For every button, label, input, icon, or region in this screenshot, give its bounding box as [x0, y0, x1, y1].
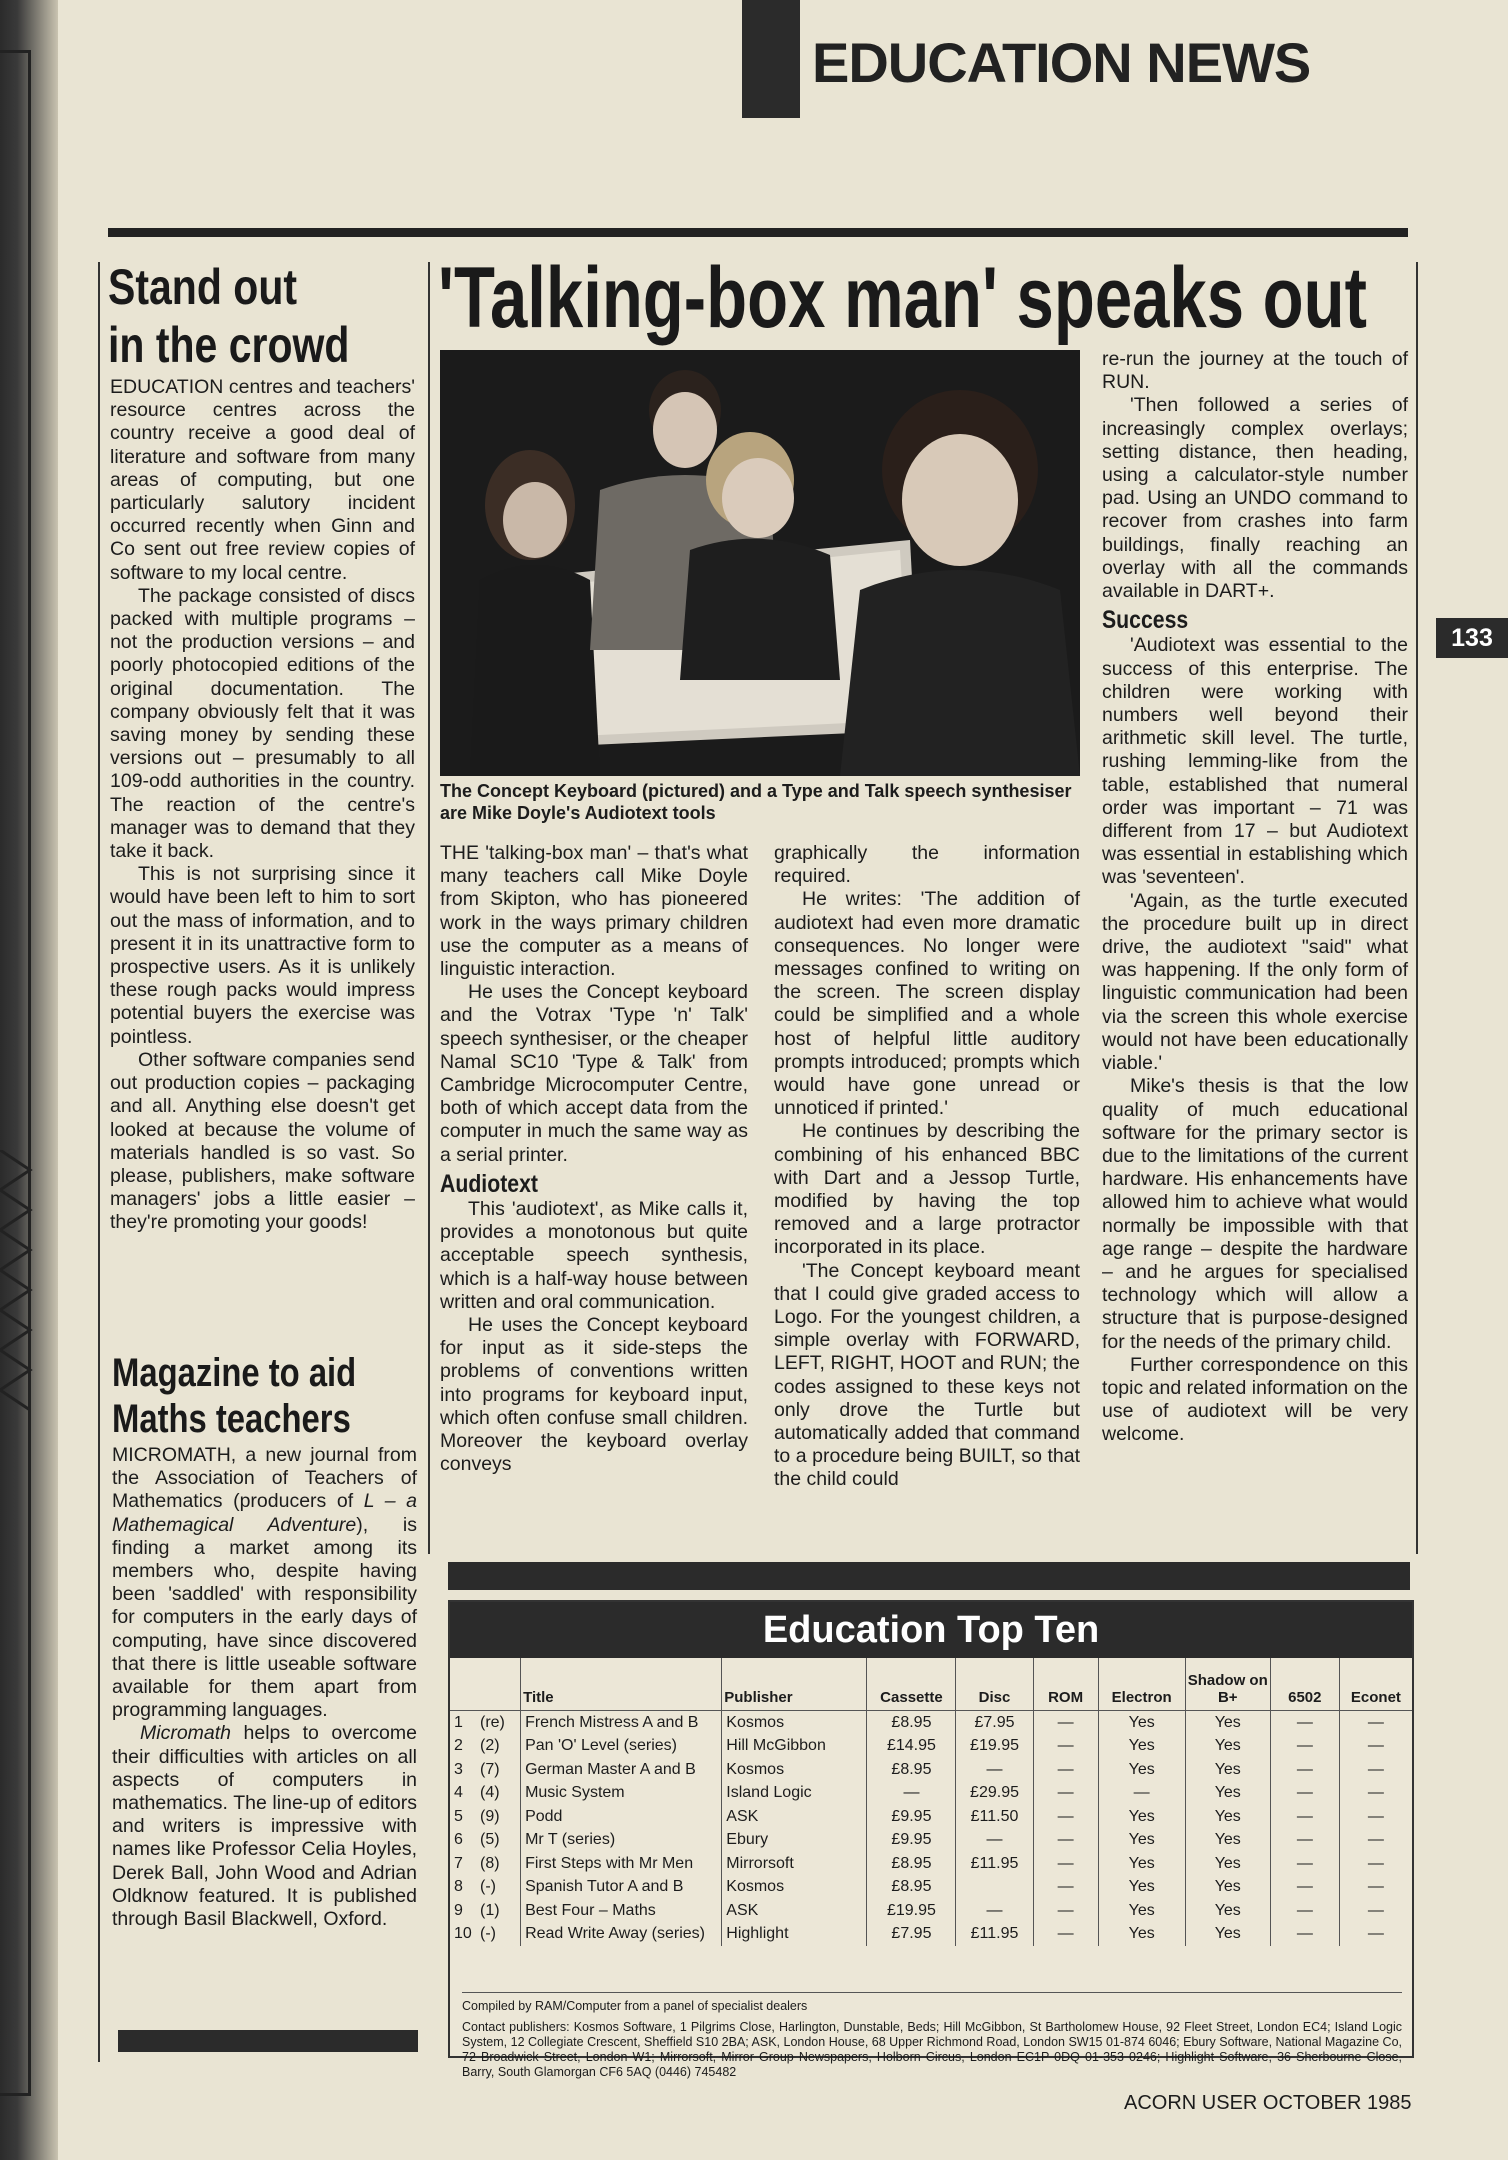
rank-number: 6	[454, 1831, 463, 1849]
previous-rank: (7)	[480, 1760, 500, 1778]
page-footer: ACORN USER OCTOBER 1985	[1124, 2092, 1412, 2114]
econet-cell: —	[1339, 1711, 1412, 1735]
rom-cell: —	[1033, 1805, 1098, 1829]
col-header-electron: Electron	[1098, 1658, 1185, 1711]
col-header-econet: Econet	[1339, 1658, 1412, 1711]
table-row	[450, 1805, 1412, 1829]
electron-cell: Yes	[1098, 1805, 1185, 1829]
paragraph: graphically the information required.	[774, 842, 1080, 888]
text-run: ), is finding a market among its members who, despite having been 'saddled' with responsibility for computers in the early days of computing, have since discovered that there is little useable software available for them apart from programming languages.	[112, 1513, 417, 1722]
publisher-cell: Island Logic	[722, 1782, 867, 1806]
rom-cell: —	[1033, 1923, 1098, 1947]
page-number-tab: 133	[1436, 618, 1508, 658]
title-cell: Podd	[521, 1805, 722, 1829]
maths-headline	[112, 1350, 407, 1442]
title-cell: Music System	[521, 1782, 722, 1806]
paragraph: He writes: 'The addition of audiotext had even more dramatic consequences. No longer were messages confined to writing on the screen. The screen display could be simplified and a whole host of helpful little auditory prompts introduced; prompts which would have gone unread or unnoticed if printed.'	[774, 888, 1080, 1120]
shadow-cell: Yes	[1185, 1758, 1270, 1782]
rank-cell	[450, 1852, 521, 1876]
6502-cell: —	[1270, 1829, 1339, 1853]
headline-line: Maths teachers	[112, 1397, 351, 1441]
main-col-2	[774, 842, 1080, 1492]
paragraph: He continues by describing the combining of his enhanced BBC with Dart and a Jessop Turtle, modified by having the top removed and a large protractor incorporated in its place.	[774, 1120, 1080, 1259]
title-cell: Read Write Away (series)	[521, 1923, 722, 1947]
cassette-cell: £8.95	[867, 1711, 956, 1735]
col-header-rom: ROM	[1033, 1658, 1098, 1711]
headline-line: Magazine to aid	[112, 1351, 357, 1395]
publisher-cell: Ebury	[722, 1829, 867, 1853]
col-header-disc: Disc	[956, 1658, 1033, 1711]
publisher-cell: ASK	[722, 1899, 867, 1923]
table-top-bar	[448, 1562, 1410, 1590]
title-cell: French Mistress A and B	[521, 1711, 722, 1735]
previous-rank: (-)	[480, 1925, 496, 1943]
publisher-cell: Kosmos	[722, 1758, 867, 1782]
cassette-cell: £9.95	[867, 1829, 956, 1853]
paragraph: He uses the Concept keyboard for input as it side-steps the problems of conventions written into programs for keyboard input, which often confuse small children. Moreover the keyboard overlay conveys	[440, 1314, 748, 1476]
previous-rank: (4)	[480, 1784, 500, 1802]
shadow-cell: Yes	[1185, 1899, 1270, 1923]
6502-cell: —	[1270, 1852, 1339, 1876]
cassette-cell: £14.95	[867, 1735, 956, 1759]
subhead-audiotext: Audiotext	[440, 1169, 538, 1198]
paragraph: Other software companies send out production copies – packaging and all. Anything else doesn't get looked at because the volume of materials handled is so vast. So please, publishers, make software managers' jobs a little easier – they're promoting your goods!	[110, 1048, 415, 1234]
headline-line: in the crowd	[108, 317, 350, 373]
table-row	[450, 1829, 1412, 1853]
rank-number: 7	[454, 1854, 463, 1872]
disc-cell: —	[956, 1899, 1033, 1923]
header-block	[742, 0, 800, 118]
previous-rank: (2)	[480, 1737, 500, 1755]
cassette-cell: £8.95	[867, 1852, 956, 1876]
publisher-cell: Hill McGibbon	[722, 1735, 867, 1759]
publisher-cell: Kosmos	[722, 1711, 867, 1735]
rom-cell: —	[1033, 1852, 1098, 1876]
rom-cell: —	[1033, 1711, 1098, 1735]
electron-cell: Yes	[1098, 1829, 1185, 1853]
table-row	[450, 1735, 1412, 1759]
econet-cell: —	[1339, 1782, 1412, 1806]
econet-cell: —	[1339, 1876, 1412, 1900]
rank-number: 3	[454, 1760, 463, 1778]
top-ten-title: Education Top Ten	[450, 1602, 1412, 1658]
col-header-shadow: Shadow on B+	[1185, 1658, 1270, 1711]
econet-cell: —	[1339, 1735, 1412, 1759]
col-header-cassette: Cassette	[867, 1658, 956, 1711]
electron-cell: —	[1098, 1782, 1185, 1806]
paragraph: This is not surprising since it would have been left to him to sort out the mass of information, and to present it in its unattractive form to prospective users. As it is unlikely these rough packs would impress potential buyers the exercise was pointless.	[110, 863, 415, 1048]
previous-rank: (8)	[480, 1854, 500, 1872]
rank-cell	[450, 1899, 521, 1923]
table-header-row	[450, 1658, 1412, 1711]
col-header-title: Title	[521, 1658, 722, 1711]
cassette-cell: £8.95	[867, 1758, 956, 1782]
section-title: EDUCATION NEWS	[812, 31, 1311, 94]
column-rule	[1416, 262, 1418, 1554]
electron-cell: Yes	[1098, 1899, 1185, 1923]
disc-cell: £11.50	[956, 1805, 1033, 1829]
rank-number: 4	[454, 1784, 463, 1802]
story-headline	[108, 258, 387, 374]
main-col-3	[1102, 348, 1408, 1447]
publisher-cell: Kosmos	[722, 1876, 867, 1900]
shadow-cell: Yes	[1185, 1711, 1270, 1735]
rank-cell	[450, 1876, 521, 1900]
rank-number: 2	[454, 1737, 463, 1755]
paragraph: 'Then followed a series of increasingly complex overlays; setting distance, then heading, using a calculator-style number pad. Using an UNDO command to recover from crashes into farm buildings, finally reaching an overlay with all the commands available in DART+.	[1102, 394, 1408, 603]
6502-cell: —	[1270, 1923, 1339, 1947]
col-header-6502: 6502	[1270, 1658, 1339, 1711]
rank-cell	[450, 1735, 521, 1759]
column-rule	[98, 262, 100, 2062]
rank-number: 8	[454, 1878, 463, 1896]
paragraph: 'Audiotext was essential to the success of this enterprise. The children were working with numbers well beyond their arithmetic skill level. The turtle, rushing lemming-like from the table, established that numeral order was important – 71 was different from 17 – but Audiotext was essential in establishing which was 'seventeen'.	[1102, 634, 1408, 889]
rom-cell: —	[1033, 1876, 1098, 1900]
6502-cell: —	[1270, 1735, 1339, 1759]
econet-cell: —	[1339, 1923, 1412, 1947]
title-cell: German Master A and B	[521, 1758, 722, 1782]
rank-cell	[450, 1805, 521, 1829]
paragraph: 'The Concept keyboard meant that I could give graded access to Logo. For the youngest children, a simple overlay with FORWARD, LEFT, RIGHT, HOOT and RUN; the codes assigned to these keys not only drove the Turtle but automatically added that command to a procedure being BUILT, so that the child could	[774, 1259, 1080, 1491]
title-cell: Mr T (series)	[521, 1829, 722, 1853]
main-col-1	[440, 842, 748, 1476]
paragraph: This 'audiotext', as Mike calls it, provides a monotonous but quite acceptable speech synthesis, which is a half-way house between written and oral communication.	[440, 1198, 748, 1313]
disc-cell: £29.95	[956, 1782, 1033, 1806]
rank-number: 5	[454, 1807, 463, 1825]
cassette-cell: —	[867, 1782, 956, 1806]
disc-cell: £11.95	[956, 1923, 1033, 1947]
shadow-cell: Yes	[1185, 1923, 1270, 1947]
previous-rank: (9)	[480, 1807, 500, 1825]
disc-cell: £11.95	[956, 1852, 1033, 1876]
rank-cell	[450, 1829, 521, 1853]
publisher-cell: Highlight	[722, 1923, 867, 1947]
title-cell: Pan 'O' Level (series)	[521, 1735, 722, 1759]
6502-cell: —	[1270, 1758, 1339, 1782]
italic-title: Micromath	[140, 1722, 232, 1745]
paragraph: EDUCATION centres and teachers' resource centres across the country receive a good deal of literature and software from many areas of computing, but one particularly salutory incident occurred recently when Ginn and Co sent out free review copies of software to my local centre.	[110, 376, 415, 584]
shadow-cell: Yes	[1185, 1829, 1270, 1853]
paragraph: The package consisted of discs packed with multiple programs – not the production versions – and poorly photocopied editions of the original documentation. The company obviously felt that it was saving money by sending these versions out – presumably to all 109-odd authorities in the country. The reaction of the centre's manager was to demand that they take it back.	[110, 584, 415, 863]
text-run: helps to overcome their difficulties with articles on all aspects of computers in mathematics. The line-up of editors and writers is impressive with names like Professor Celia Hoyles, Derek Ball, John Wood and Adrian Oldknow featured. It is published through Basil Blackwell, Oxford.	[112, 1722, 417, 1931]
main-headline: 'Talking-box man' speaks out	[438, 250, 1367, 346]
photo-caption: The Concept Keyboard (pictured) and a Type and Talk speech synthesiser are Mike Doyle's Audiotext tools	[440, 781, 1072, 823]
rank-cell	[450, 1758, 521, 1782]
rank-number: 1	[454, 1713, 463, 1731]
rom-cell: —	[1033, 1899, 1098, 1923]
rank-cell	[450, 1923, 521, 1947]
headline-line: Stand out	[108, 259, 298, 315]
previous-rank: (1)	[480, 1901, 500, 1919]
paragraph: THE 'talking-box man' – that's what many teachers call Mike Doyle from Skipton, who has pioneered work in the ways primary children use the computer as a means of linguistic interaction.	[440, 842, 748, 981]
contact-publishers: Contact publishers: Kosmos Software, 1 Pilgrims Close, Harlington, Dunstable, Beds; Hill McGibbon, St Bartholomew House, 92 Fleet Street, London EC4; Island Logic System, 12 Collegiate Crescent, Sheffield S10 2BA; ASK, London House, 68 Upper Richmond Road, London SW15 01-874 6046; Ebury Software, National Magazine Co, 72 Broadwick Street, London W1; Mirrorsoft, Mirror Group Newspapers, Holborn Circus, London EC1P 0DQ 01-353 0246; Highlight Software, 36 Sherbourne Close, Barry, South Glamorgan CF6 5AQ (0446) 745482	[462, 2020, 1402, 2079]
table-row	[450, 1923, 1412, 1947]
disc-cell: —	[956, 1758, 1033, 1782]
cassette-cell: £8.95	[867, 1876, 956, 1900]
rom-cell: —	[1033, 1829, 1098, 1853]
6502-cell: —	[1270, 1899, 1339, 1923]
table-notes	[462, 1992, 1402, 2080]
col-header-rank	[450, 1658, 521, 1711]
6502-cell: —	[1270, 1711, 1339, 1735]
text-run: MICROMATH, a new journal from the Association of Teachers of Mathematics (producers of	[112, 1444, 417, 1513]
previous-rank: (-)	[480, 1878, 496, 1896]
paragraph: re-run the journey at the touch of RUN.	[1102, 348, 1408, 394]
6502-cell: —	[1270, 1782, 1339, 1806]
shadow-cell: Yes	[1185, 1852, 1270, 1876]
paragraph: 'Again, as the turtle executed the procedure built up in direct drive, the audiotext "said" what was happening. If the only form of linguistic communication had been via the screen this whole exercise would not have been educationally viable.'	[1102, 889, 1408, 1075]
binding-line	[0, 50, 31, 2096]
table-row	[450, 1876, 1412, 1900]
top-ten-box	[448, 1600, 1414, 2079]
title-cell: Best Four – Maths	[521, 1899, 722, 1923]
paragraph: He uses the Concept keyboard and the Votrax 'Type 'n' Talk' speech synthesiser, or the cheaper Namal SC10 'Type & Talk' from Cambridge Microcomputer Centre, both of which accept data from the computer in much the same way as a serial printer.	[440, 981, 748, 1166]
table-row	[450, 1758, 1412, 1782]
compiled-note: Compiled by RAM/Computer from a panel of specialist dealers	[462, 1992, 1402, 2014]
subhead-success: Success	[1102, 606, 1189, 635]
table-row	[450, 1711, 1412, 1735]
shadow-cell: Yes	[1185, 1735, 1270, 1759]
6502-cell: —	[1270, 1876, 1339, 1900]
econet-cell: —	[1339, 1829, 1412, 1853]
paragraph: Mike's thesis is that the low quality of much educational software for the primary sector is due to the limitations of the current hardware. His enhancements have allowed him to achieve what would normally be impossible with that age range – despite the hardware – and he argues for specialised technology which will allow a structure that is purpose-designed for the needs of the primary child.	[1102, 1075, 1408, 1353]
paragraph: Further correspondence on this topic and related information on the use of audiotext will be very welcome.	[1102, 1353, 1408, 1446]
photo	[440, 350, 1080, 776]
electron-cell: Yes	[1098, 1876, 1185, 1900]
publisher-cell: ASK	[722, 1805, 867, 1829]
electron-cell: Yes	[1098, 1852, 1185, 1876]
electron-cell: Yes	[1098, 1735, 1185, 1759]
rank-number: 9	[454, 1901, 463, 1919]
footer-bar	[118, 2030, 418, 2052]
cassette-cell: £7.95	[867, 1923, 956, 1947]
title-cell: First Steps with Mr Men	[521, 1852, 722, 1876]
paragraph	[112, 1444, 417, 1722]
table-row	[450, 1899, 1412, 1923]
rank-cell	[450, 1711, 521, 1735]
rom-cell: —	[1033, 1758, 1098, 1782]
shadow-cell: Yes	[1185, 1782, 1270, 1806]
zigzag-decoration	[0, 1150, 60, 1430]
disc-cell: —	[956, 1829, 1033, 1853]
electron-cell: Yes	[1098, 1923, 1185, 1947]
header-rule	[108, 228, 1408, 237]
cassette-cell: £9.95	[867, 1805, 956, 1829]
electron-cell: Yes	[1098, 1711, 1185, 1735]
children-photo	[440, 350, 1080, 776]
top-ten-table	[450, 1658, 1412, 1946]
rank-cell	[450, 1782, 521, 1806]
italic-title: L – a Mathemagical Adventure	[112, 1490, 417, 1536]
disc-cell: £7.95	[956, 1711, 1033, 1735]
econet-cell: —	[1339, 1899, 1412, 1923]
disc-cell	[956, 1876, 1033, 1900]
previous-rank: (re)	[480, 1713, 505, 1731]
story-left-body	[110, 376, 415, 1235]
previous-rank: (5)	[480, 1831, 500, 1849]
col-header-publisher: Publisher	[722, 1658, 867, 1711]
column-rule	[428, 262, 430, 1554]
disc-cell: £19.95	[956, 1735, 1033, 1759]
rom-cell: —	[1033, 1782, 1098, 1806]
publisher-cell: Mirrorsoft	[722, 1852, 867, 1876]
paragraph	[112, 1722, 417, 1931]
title-cell: Spanish Tutor A and B	[521, 1876, 722, 1900]
electron-cell: Yes	[1098, 1758, 1185, 1782]
econet-cell: —	[1339, 1758, 1412, 1782]
6502-cell: —	[1270, 1805, 1339, 1829]
rank-number: 10	[454, 1925, 472, 1943]
table-row	[450, 1782, 1412, 1806]
econet-cell: —	[1339, 1852, 1412, 1876]
shadow-cell: Yes	[1185, 1876, 1270, 1900]
econet-cell: —	[1339, 1805, 1412, 1829]
table-row	[450, 1852, 1412, 1876]
shadow-cell: Yes	[1185, 1805, 1270, 1829]
maths-body	[112, 1444, 417, 1931]
table-body	[450, 1711, 1412, 1947]
rom-cell: —	[1033, 1735, 1098, 1759]
cassette-cell: £19.95	[867, 1899, 956, 1923]
